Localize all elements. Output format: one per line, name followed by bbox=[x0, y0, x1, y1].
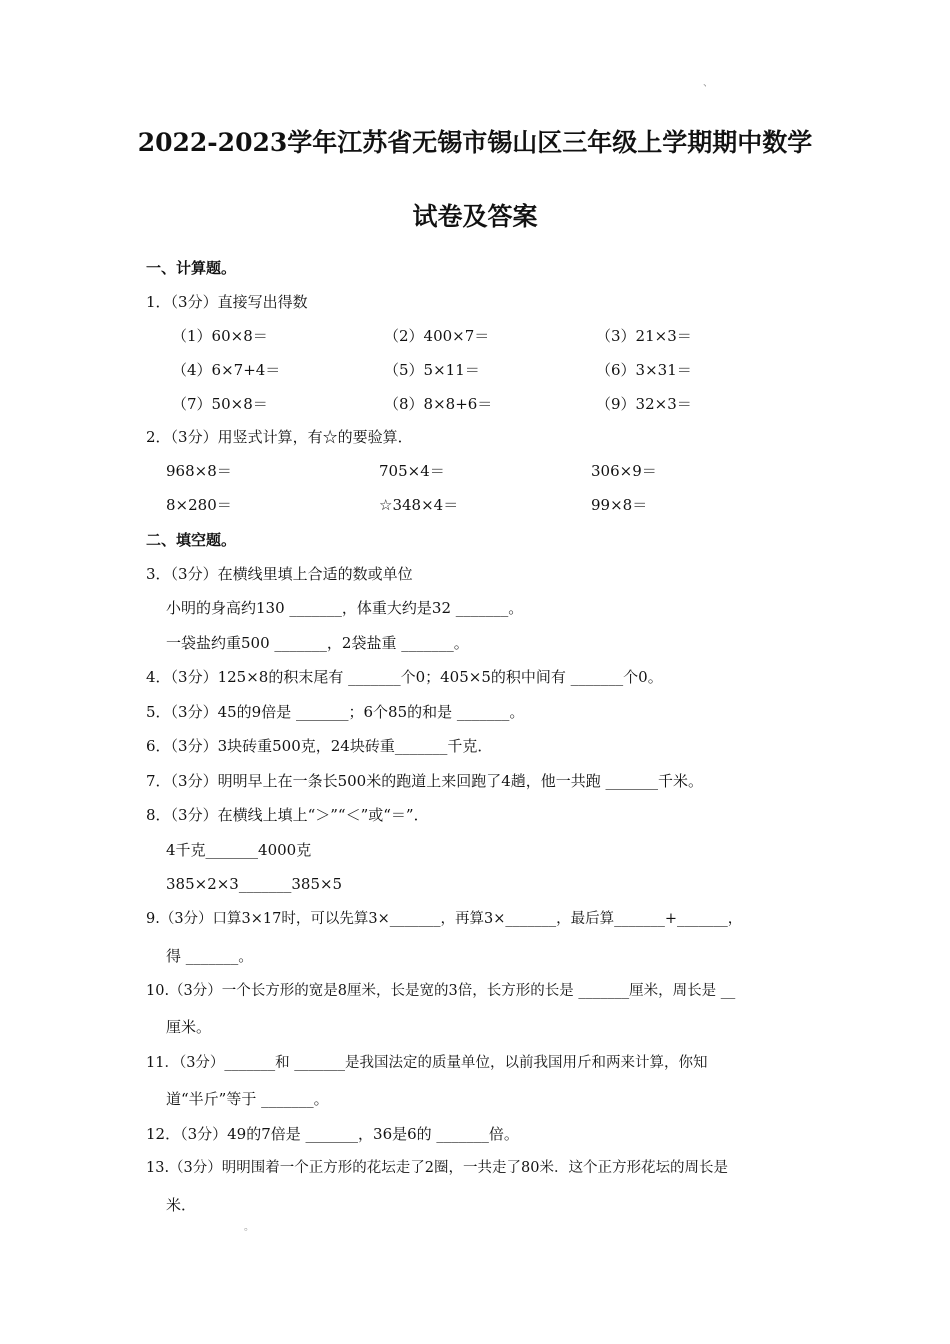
q1-item: （8）8×8+6＝ bbox=[384, 395, 493, 413]
question-9-line2: 得 _______。 bbox=[166, 947, 254, 965]
question-9-line1: 9.（3分）口算3×17时，可以先算3×_______，再算3×_______，最后算_______+_______， bbox=[146, 911, 743, 927]
question-13-line2: 米． bbox=[166, 1196, 197, 1214]
q1-item: （4）6×7+4＝ bbox=[172, 361, 281, 379]
q1-item: （6）3×31＝ bbox=[596, 361, 692, 379]
question-11-line2: 道“半斤”等于 _______。 bbox=[166, 1090, 329, 1108]
page-title-line1: 2022-2023学年江苏省无锡市锡山区三年级上学期期中数学 bbox=[137, 128, 813, 157]
q1-item: （3）21×3＝ bbox=[596, 327, 692, 345]
question-7: 7．（3分）明明早上在一条长500米的跑道上来回跑了4趟，他一共跑 _______千米。 bbox=[146, 772, 704, 790]
q1-item: （1）60×8＝ bbox=[172, 327, 268, 345]
q2-item: 99×8＝ bbox=[591, 496, 648, 514]
q1-item: （9）32×3＝ bbox=[596, 395, 692, 413]
question-8-line2: 385×2×3_______385×5 bbox=[166, 875, 343, 893]
q1-item: （2）400×7＝ bbox=[384, 327, 490, 345]
q2-item: 705×4＝ bbox=[379, 462, 445, 480]
question-3-line2: 一袋盐约重500 _______，2袋盐重 _______。 bbox=[166, 634, 469, 652]
bottom-mark: 。 bbox=[244, 1222, 254, 1233]
question-1-stem: 1．（3分）直接写出得数 bbox=[146, 293, 308, 311]
page-title-line2: 试卷及答案 bbox=[412, 202, 538, 231]
q2-item: 968×8＝ bbox=[166, 462, 232, 480]
q2-item: 8×280＝ bbox=[166, 496, 232, 514]
question-10-line1: 10.（3分）一个长方形的宽是8厘米，长是宽的3倍，长方形的长是 _______厘米，周长是 __ bbox=[146, 983, 736, 999]
top-mark: 、 bbox=[703, 78, 713, 89]
question-3-stem: 3．（3分）在横线里填上合适的数或单位 bbox=[146, 565, 413, 583]
q2-item: 306×9＝ bbox=[591, 462, 657, 480]
question-10-line2: 厘米。 bbox=[166, 1018, 212, 1036]
q1-item: （7）50×8＝ bbox=[172, 395, 268, 413]
question-13-line1: 13.（3分）明明围着一个正方形的花坛走了2圈，一共走了80米．这个正方形花坛的周长是 bbox=[146, 1160, 728, 1176]
question-3-line1: 小明的身高约130 _______，体重大约是32 _______。 bbox=[166, 599, 524, 617]
question-11-line1: 11．（3分）_______和 _______是我国法定的质量单位，以前我国用斤和两来计算，你知 bbox=[146, 1055, 708, 1071]
question-2-stem: 2．（3分）用竖式计算，有☆的要验算． bbox=[146, 428, 413, 446]
q2-item: ☆348×4＝ bbox=[379, 496, 459, 514]
question-12: 12．（3分）49的7倍是 _______，36是6的 _______倍。 bbox=[146, 1125, 519, 1143]
question-8-stem: 8．（3分）在横线上填上“＞”“＜”或“＝”． bbox=[146, 806, 429, 824]
section-heading-fill-blank: 二、填空题。 bbox=[146, 531, 237, 549]
question-6: 6．（3分）3块砖重500克，24块砖重_______千克． bbox=[146, 737, 493, 755]
q1-item: （5）5×11＝ bbox=[384, 361, 480, 379]
question-4: 4．（3分）125×8的积末尾有 _______个0；405×5的积中间有 _______个0。 bbox=[146, 668, 663, 686]
section-heading-calculation: 一、计算题。 bbox=[146, 259, 237, 277]
question-8-line1: 4千克_______4000克 bbox=[166, 841, 312, 859]
question-5: 5．（3分）45的9倍是 _______；6个85的和是 _______。 bbox=[146, 703, 525, 721]
